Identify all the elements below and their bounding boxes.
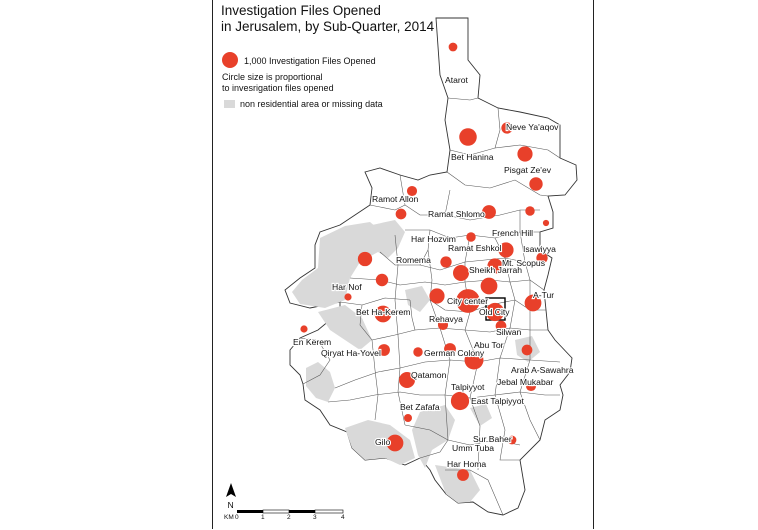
label-old-city: Old City <box>479 307 510 317</box>
scale-tick-1: 1 <box>261 514 265 521</box>
scale-tick-0: 0 <box>235 514 239 521</box>
circle-pisgat-zeev-north <box>529 177 542 190</box>
label-har-homa: Har Homa <box>447 459 487 469</box>
legend-circle-1000 <box>222 52 238 68</box>
label-jebal-mukabar: Jebal Mukabar <box>497 377 554 387</box>
label-qatamon: Qatamon <box>411 370 447 380</box>
scale-tick-3: 3 <box>313 514 317 521</box>
label-city-center: City center <box>447 296 489 306</box>
label-bet-ha-kerem: Bet Ha-Kerem <box>356 307 411 317</box>
legend-size-note-2: to invesrigation files opened <box>222 83 334 93</box>
label-atarot: Atarot <box>445 75 468 85</box>
label-east-talpiyyot: East Talpiyyot <box>471 396 524 406</box>
circle-pisgat-zeev <box>517 146 532 161</box>
scale-segment <box>237 510 263 513</box>
label-french-hill: French Hill <box>492 228 534 238</box>
scale-unit: KM <box>224 514 234 521</box>
legend-missing-label: non residential area or missing data <box>240 99 383 109</box>
scale-segment <box>315 510 343 513</box>
north-arrow <box>226 483 236 510</box>
label-bet-zafafa: Bet Zafafa <box>400 402 440 412</box>
circle-atarot <box>449 43 458 52</box>
circle-romema <box>358 252 372 266</box>
label-abu-tor: Abu Tor <box>474 340 504 350</box>
circle-sheikh-jarrah <box>453 265 469 281</box>
label-qiryat-ha-yovel: Qiryat Ha-Yovel <box>321 348 381 358</box>
circle-makor-baruch <box>440 256 451 267</box>
circle-bet-hanina <box>459 128 477 146</box>
legend-missing-swatch <box>224 100 235 108</box>
circle-ramot <box>396 209 407 220</box>
label-rehavya: Rehavya <box>429 314 463 324</box>
label-ramat-shlomo: Ramat Shlomo <box>428 209 485 219</box>
map-title-line-2: in Jerusalem, by Sub-Quarter, 2014 <box>221 19 435 34</box>
north-arrow-icon <box>226 483 236 497</box>
scale-segment <box>263 510 289 513</box>
label-sur-baher: Sur Baher <box>473 434 512 444</box>
label-en-kerem: En Kerem <box>293 337 332 347</box>
label-ramat-eshkol: Ramat Eshkol <box>448 243 502 253</box>
label-mt-scopus: Mt. Scopus <box>502 258 545 268</box>
scale-tick-4: 4 <box>341 514 345 521</box>
circle-german-colony <box>413 347 422 356</box>
label-pisgat-zeev: Pisgat Ze'ev <box>504 165 552 175</box>
circle-shuafat <box>525 206 534 215</box>
circle-en-kerem <box>300 325 307 332</box>
label-sheikh-jarrah: Sheikh Jarrah <box>469 265 523 275</box>
circle-har-hozvim <box>466 232 475 241</box>
circle-wadi-joz <box>481 278 498 295</box>
label-neve-yaaqov: Neve Ya'aqov <box>506 122 559 132</box>
circle-har-nof <box>344 293 351 300</box>
label-romema: Romema <box>396 255 431 265</box>
legend-size-note-1: Circle size is proportional <box>222 72 323 82</box>
label-bet-hanina: Bet Hanina <box>451 152 494 162</box>
scale-bar <box>224 510 345 521</box>
circle-bet-zafafa <box>404 414 412 422</box>
scale-tick-2: 2 <box>287 514 291 521</box>
label-har-hozvim: Har Hozvim <box>411 234 456 244</box>
circle-har-homa <box>457 469 469 481</box>
circle-east-talpiyyot <box>451 392 469 410</box>
label-umm-tuba: Umm Tuba <box>452 443 495 453</box>
label-a-tur: A-Tur <box>533 290 555 300</box>
label-german-colony: German Colony <box>424 348 485 358</box>
label-silwan: Silwan <box>496 327 522 337</box>
circle-givat-shaul <box>376 274 388 286</box>
label-isawiyya: Isawiyya <box>523 244 556 254</box>
label-gilo: Gilo <box>375 437 391 447</box>
scale-segment <box>289 510 315 513</box>
label-talpiyyot: Talpiyyot <box>451 382 485 392</box>
label-arab-a-sawahra: Arab A-Sawahra <box>511 365 574 375</box>
legend-circle-label: 1,000 Investigation Files Opened <box>244 56 376 66</box>
circle-isawiyya-north <box>543 220 549 226</box>
north-label: N <box>227 500 234 510</box>
circle-arab-a-sawahra <box>522 345 533 356</box>
label-har-nof: Har Nof <box>332 282 362 292</box>
label-ramot-allon: Ramot Allon <box>372 194 419 204</box>
map-title-line-1: Investigation Files Opened <box>221 3 381 18</box>
circle-nachlaot <box>429 288 444 303</box>
